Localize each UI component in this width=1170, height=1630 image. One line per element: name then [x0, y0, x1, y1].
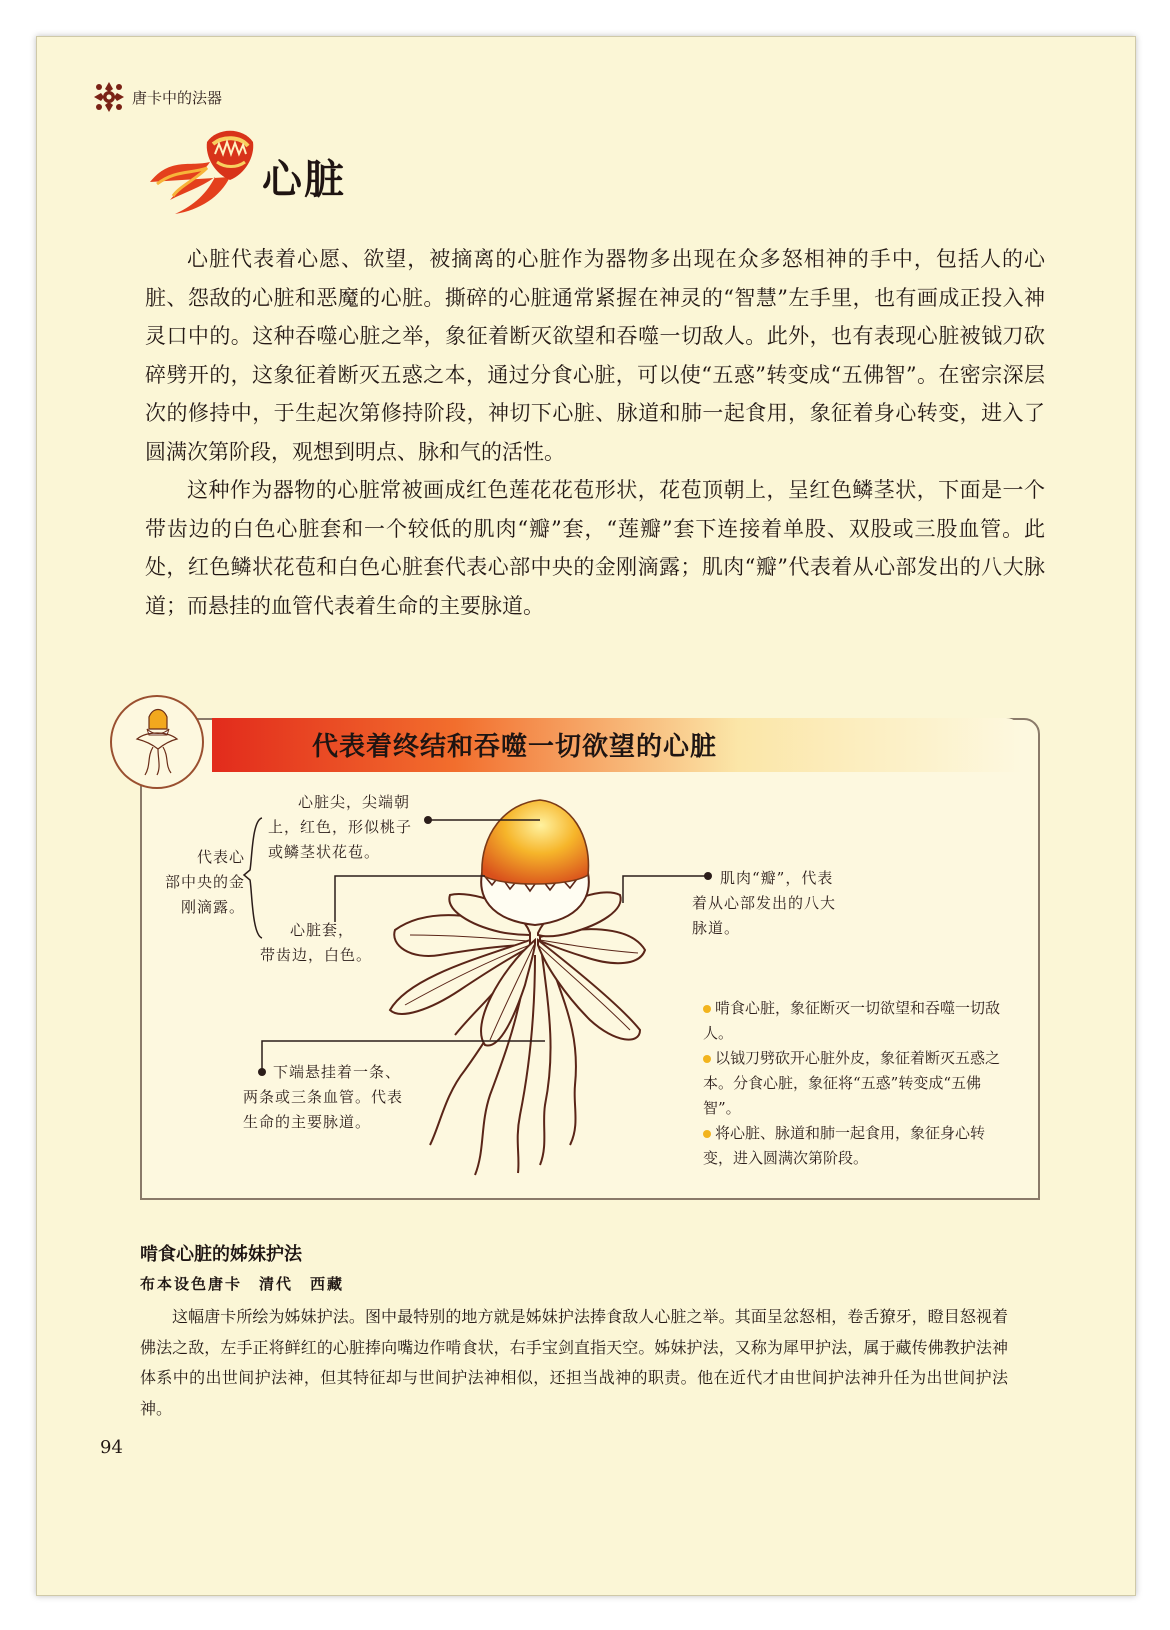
bullet-dot-icon — [703, 1130, 711, 1138]
callout-line: 刚滴露。 — [180, 898, 245, 916]
bullet-dot-icon — [703, 1055, 711, 1063]
callout-line: 或鳞茎状花苞。 — [268, 843, 381, 861]
caption-body — [140, 1302, 1008, 1424]
callout-line: 脉道。 — [692, 919, 741, 937]
callout-line: 心脏尖，尖端朝 — [298, 793, 411, 811]
caption-paragraph: 这幅唐卡所绘为姊妹护法。图中最特别的地方就是姊妹护法捧食敌人心脏之举。其面呈忿怒相，卷舌獠牙，瞪目怒视着佛法之敌，左手正将鲜红的心脏捧向嘴边作啃食状，右手宝剑直指天空。姊妹护法，又称为犀甲护法，属于藏传佛教护法神体系中的出世间护法神，但其特征却与世间护法神相似，还担当战神的职责。他在近代才由世间护法神升任为出世间护法神。 — [140, 1307, 1008, 1418]
callout-line: 肌肉“瓣”，代表 — [720, 869, 834, 887]
callout-line: 下端悬挂着一条、 — [273, 1063, 402, 1081]
body-paragraph: 心脏代表着心愿、欲望，被摘离的心脏作为器物多出现在众多怒相神的手中，包括人的心脏、怨敌的心脏和恶魔的心脏。撕碎的心脏通常紧握在神灵的“智慧”左手里，也有画成正投入神灵口中的。这种吞噬心脏之举，象征着断灭欲望和吞噬一切敌人。此外，也有表现心脏被钺刀砍碎劈开的，这象征着断灭五惑之本，通过分食心脏，可以使“五惑”转变成“五佛智”。在密宗深层次的修持中，于生起次第修持阶段，神切下心脏、脉道和肺一起食用，象征着身心转变，进入了圆满次第阶段，观想到明点、脉和气的活性。 — [145, 247, 1045, 464]
callout-line: 生命的主要脉道。 — [243, 1113, 372, 1131]
callout-line: 部中央的金 — [164, 873, 245, 891]
callout-line: 两条或三条血管。代表 — [243, 1088, 404, 1106]
running-head-label: 唐卡中的法器 — [132, 88, 223, 107]
page-number: 94 — [100, 1437, 123, 1458]
callout-line: 带齿边，白色。 — [260, 946, 373, 964]
callout-vessels — [243, 1060, 423, 1135]
bullet-item — [703, 1121, 1003, 1171]
caption-title: 啃食心脏的姊妹护法 — [140, 1244, 302, 1265]
bullet-text: 将心脏、脉道和肺一起食用，象征身心转变，进入圆满次第阶段。 — [703, 1124, 986, 1167]
bullet-list — [703, 996, 1003, 1171]
bullet-item — [703, 1046, 1003, 1121]
callout-petals — [692, 866, 872, 941]
callout-line: 心脏套， — [290, 921, 355, 939]
caption-subtitle: 布本设色唐卡 清代 西藏 — [140, 1275, 345, 1293]
callout-line: 代表心 — [196, 848, 245, 866]
bullet-item — [703, 996, 1003, 1046]
bullet-text: 以钺刀劈砍开心脏外皮，象征着断灭五惑之本。分食心脏，象征将“五惑”转变成“五佛智”。 — [703, 1049, 1001, 1117]
bullet-text: 啃食心脏，象征断灭一切欲望和吞噬一切敌人。 — [703, 999, 1001, 1042]
body-paragraph: 这种作为器物的心脏常被画成红色莲花花苞形状，花苞顶朝上，呈红色鳞茎状，下面是一个带齿边的白色心脏套和一个较低的肌肉“瓣”套，“莲瓣”套下连接着单股、双股或三股血管。此处，红色鳞状花苞和白色心脏套代表心部中央的金刚滴露；肌肉“瓣”代表着从心部发出的八大脉道；而悬挂的血管代表着生命的主要脉道。 — [145, 478, 1045, 618]
panel-title: 代表着终结和吞噬一切欲望的心脏 — [312, 732, 718, 762]
callout-line: 着从心部发出的八大 — [692, 894, 837, 912]
callout-sheath — [260, 918, 380, 968]
callout-center — [155, 845, 245, 920]
callout-bud-tip — [268, 790, 438, 865]
callout-line: 上，红色，形似桃子 — [268, 818, 413, 836]
page-title: 心脏 — [262, 157, 346, 203]
bullet-dot-icon — [703, 1005, 711, 1013]
